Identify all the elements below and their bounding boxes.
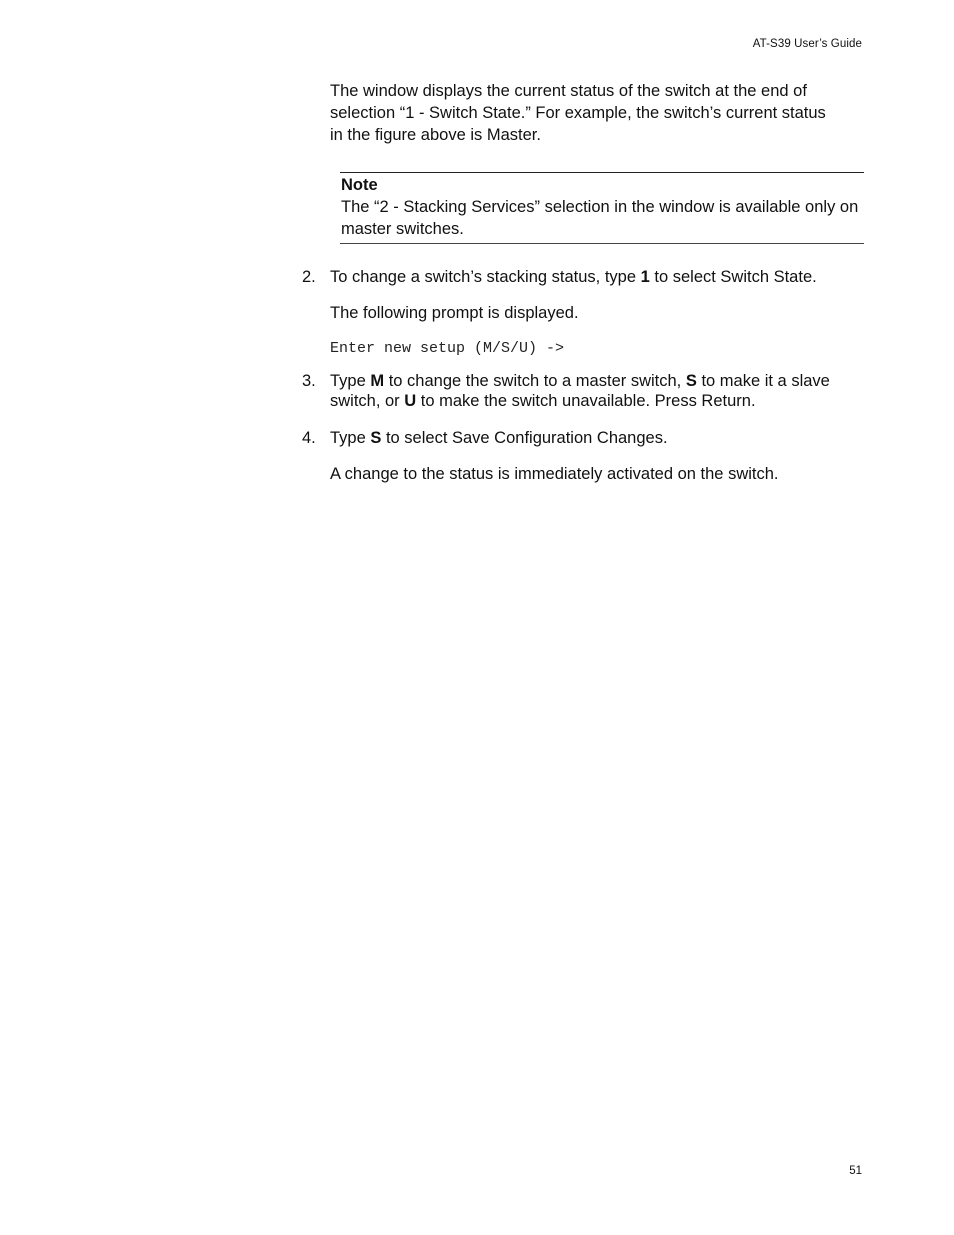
step-keyword: 1 — [640, 268, 650, 286]
code-sample: Enter new setup (M/S/U) -> — [330, 340, 565, 357]
step-number: 2. — [302, 268, 316, 286]
step-text: to select Save Configuration Changes. — [381, 429, 668, 447]
step-text: to make it a slave switch, or — [330, 372, 830, 410]
result-paragraph: A change to the status is immediately activated on the switch. — [330, 465, 779, 483]
step-text: To change a switch’s stacking status, type — [330, 268, 641, 286]
page-number: 51 — [849, 1165, 862, 1177]
running-header: AT-S39 User’s Guide — [752, 38, 862, 50]
page-body — [302, 80, 865, 485]
prompt-intro: The following prompt is displayed. — [330, 304, 579, 322]
step-text: Type — [330, 372, 371, 390]
step-keyword: S — [685, 372, 697, 390]
step-2 — [302, 266, 865, 288]
step-number: 3. — [302, 372, 316, 390]
step-keyword: M — [370, 372, 385, 390]
step-number: 4. — [302, 429, 316, 447]
step-keyword: U — [404, 392, 417, 410]
step-text: to select Switch State. — [649, 268, 817, 286]
step-4 — [302, 427, 865, 449]
step-text: to change the switch to a master switch, — [384, 372, 686, 390]
note-box — [340, 172, 864, 244]
note-title: Note — [341, 176, 378, 194]
step-3 — [302, 371, 865, 411]
intro-paragraph: The window displays the current status of the switch at the end of selection “1 - Switch State.” For example, the switch’s current status in the figure above is Master. — [330, 82, 826, 144]
note-text: The “2 - Stacking Services” selection in the window is available only on master switches. — [341, 198, 859, 238]
step-text: to make the switch unavailable. Press Return. — [416, 392, 756, 410]
step-text: Type — [330, 429, 371, 447]
step-keyword: S — [370, 429, 382, 447]
